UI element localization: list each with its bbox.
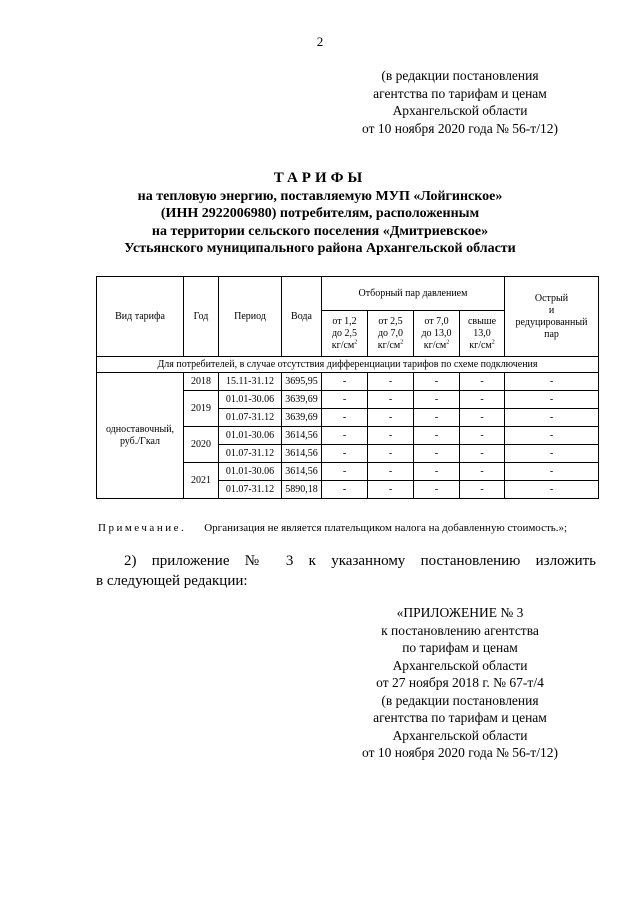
- year-cell: 2020: [184, 427, 219, 463]
- water-cell: 3639,69: [282, 409, 322, 427]
- dash-cell: -: [368, 409, 414, 427]
- period-cell: 15.11-31.12: [219, 373, 282, 391]
- body-paragraph: [96, 551, 596, 591]
- header-sharp-steam: [505, 277, 599, 357]
- dash-cell: -: [368, 427, 414, 445]
- header-note-line: от 10 ноября 2020 года № 56-т/12): [362, 120, 558, 136]
- dash-cell: -: [322, 409, 368, 427]
- paragraph-line: 2) приложение № 3 к указанному постановлению изложить: [124, 553, 596, 569]
- water-cell: 3695,95: [282, 373, 322, 391]
- header-year: Год: [184, 277, 219, 357]
- dash-cell: -: [460, 481, 505, 499]
- dash-cell: -: [414, 409, 460, 427]
- document-title: [60, 170, 580, 258]
- header-steam-group: Отборный пар давлением: [322, 277, 505, 311]
- header-steam-col: свыше 13,0 $кг/см^2$: [460, 311, 505, 357]
- note-text: Организация не является плательщиком налога на добавленную стоимость.»;: [204, 522, 568, 534]
- appendix-line: Архангельской области: [392, 727, 528, 743]
- header-steam-col: от 7,0 до 13,0 $кг/см^2$: [414, 311, 460, 357]
- appendix-line: «ПРИЛОЖЕНИЕ № 3: [396, 605, 524, 620]
- dash-cell: -: [460, 427, 505, 445]
- appendix-line: от 10 ноября 2020 года № 56-т/12): [362, 745, 558, 760]
- section-row: Для потребителей, в случае отсутствия дифференциации тарифов по схеме подключения: [97, 357, 599, 373]
- dash-cell: -: [505, 409, 599, 427]
- dash-cell: -: [460, 391, 505, 409]
- header-sharp-line: редуцированный: [515, 316, 588, 328]
- dash-cell: -: [322, 481, 368, 499]
- appendix-line: от 27 ноября 2018 г. № 67-т/4: [376, 675, 544, 690]
- header-note: [330, 67, 590, 137]
- appendix-line: к постановлению агентства: [381, 622, 539, 638]
- tariff-type-cell: одноставочный, руб./Гкал: [97, 373, 184, 499]
- page-number: 2: [316, 34, 324, 49]
- table-note: [98, 522, 618, 534]
- header-sharp-line: и: [548, 304, 555, 316]
- header-note-line: Архангельской области: [392, 103, 528, 118]
- dash-cell: -: [322, 445, 368, 463]
- year-cell: 2019: [184, 391, 219, 427]
- header-steam-col: от 1,2 до 2,5 $кг/см^2$: [322, 311, 368, 357]
- water-cell: 3614,56: [282, 463, 322, 481]
- dash-cell: -: [505, 391, 599, 409]
- title-line: Устьянского муниципального района Архангельской области: [124, 241, 516, 257]
- dash-cell: -: [414, 445, 460, 463]
- appendix-line: Архангельской области: [392, 657, 528, 673]
- dash-cell: -: [414, 391, 460, 409]
- tariff-table: [96, 276, 599, 499]
- note-label: Примечание.: [98, 522, 187, 534]
- dash-cell: -: [322, 427, 368, 445]
- appendix-line: агентства по тарифам и ценам: [373, 710, 547, 725]
- dash-cell: -: [322, 463, 368, 481]
- header-water: Вода: [282, 277, 322, 357]
- period-cell: 01.07-31.12: [219, 481, 282, 499]
- dash-cell: -: [414, 373, 460, 391]
- title-line: на территории сельского поселения «Дмитриевское»: [151, 223, 489, 239]
- period-cell: 01.01-30.06: [219, 463, 282, 481]
- dash-cell: -: [505, 481, 599, 499]
- period-cell: 01.07-31.12: [219, 445, 282, 463]
- dash-cell: -: [460, 409, 505, 427]
- water-cell: 5890,18: [282, 481, 322, 499]
- header-steam-col: от 2,5 до 7,0 $кг/см^2$: [368, 311, 414, 357]
- header-period: Период: [219, 277, 282, 357]
- title-line: на тепловую энергию, поставляемую МУП «Лойгинское»: [137, 188, 503, 204]
- dash-cell: -: [505, 427, 599, 445]
- header-sharp-line: пар: [544, 328, 559, 340]
- dash-cell: -: [368, 373, 414, 391]
- appendix-line: (в редакции постановления: [381, 692, 539, 708]
- paragraph-line: в следующей редакции:: [96, 573, 248, 589]
- header-tariff-type: Вид тарифа: [97, 277, 184, 357]
- title-line: (ИНН 2922006980) потребителям, расположенным: [160, 206, 480, 222]
- header-note-line: (в редакции постановления: [381, 68, 539, 83]
- appendix-line: по тарифам и ценам: [402, 640, 518, 655]
- dash-cell: -: [460, 463, 505, 481]
- water-cell: 3639,69: [282, 391, 322, 409]
- dash-cell: -: [460, 445, 505, 463]
- dash-cell: -: [368, 463, 414, 481]
- title-heading: ТАРИФЫ: [273, 170, 367, 186]
- dash-cell: -: [505, 463, 599, 481]
- dash-cell: -: [322, 373, 368, 391]
- period-cell: 01.01-30.06: [219, 427, 282, 445]
- dash-cell: -: [414, 463, 460, 481]
- period-cell: 01.01-30.06: [219, 391, 282, 409]
- header-sharp-line: Острый: [534, 292, 569, 304]
- period-cell: 01.07-31.12: [219, 409, 282, 427]
- year-cell: 2018: [184, 373, 219, 391]
- dash-cell: -: [322, 391, 368, 409]
- dash-cell: -: [368, 481, 414, 499]
- dash-cell: -: [414, 481, 460, 499]
- appendix-header: [330, 604, 590, 762]
- dash-cell: -: [460, 373, 505, 391]
- dash-cell: -: [368, 391, 414, 409]
- year-cell: 2021: [184, 463, 219, 499]
- dash-cell: -: [505, 445, 599, 463]
- water-cell: 3614,56: [282, 445, 322, 463]
- dash-cell: -: [368, 445, 414, 463]
- dash-cell: -: [414, 427, 460, 445]
- header-note-line: агентства по тарифам и ценам: [373, 85, 547, 101]
- dash-cell: -: [505, 373, 599, 391]
- water-cell: 3614,56: [282, 427, 322, 445]
